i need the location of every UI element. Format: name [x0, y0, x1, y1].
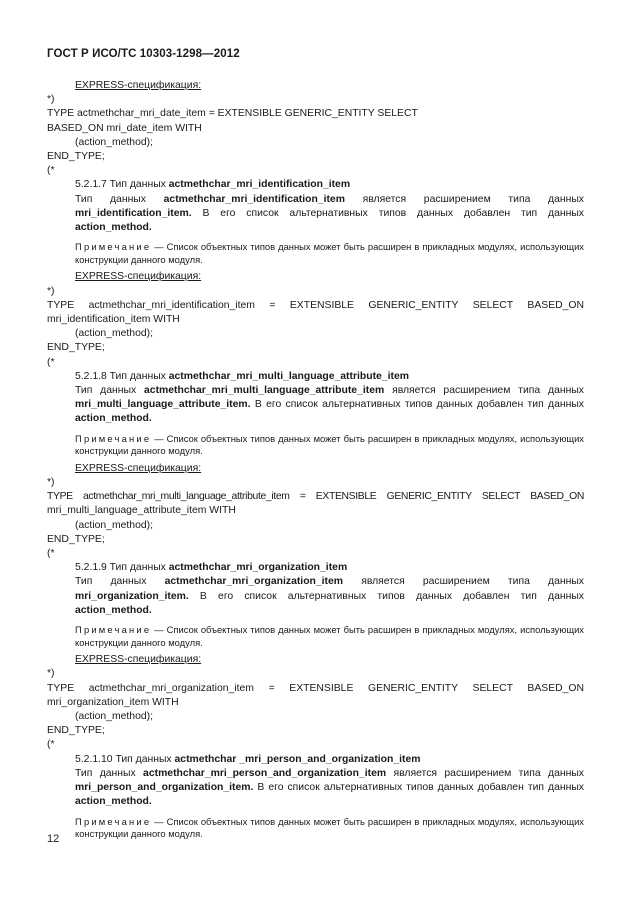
type-line: TYPE actmethchar_mri_organization_item = EXTENSIBLE GENERIC_ENTITY SELECT BASED_ON: [47, 682, 584, 694]
type-line: TYPE actmethchar_mri_date_item = EXTENSIBLE GENERIC_ENTITY SELECT: [47, 108, 418, 120]
comment-close: *): [47, 94, 55, 106]
with-clause: (action_method);: [75, 519, 153, 531]
express-label: EXPRESS-спецификация:: [75, 80, 202, 91]
comment-open: (*: [47, 548, 55, 560]
section-heading: 5.2.1.7 Тип данных actmethchar_mri_identification_item: [75, 179, 351, 191]
with-clause: (action_method);: [75, 328, 153, 340]
end-type: END_TYPE;: [47, 151, 105, 163]
comment-close: *): [47, 477, 55, 489]
type-line: BASED_ON mri_date_item WITH: [47, 122, 202, 134]
comment-open: (*: [47, 739, 55, 751]
end-type: END_TYPE;: [47, 342, 105, 354]
note: Примечание — Список объектных типов данных может быть расширен в прикладных модулях, использующих конструкции данного модуля.: [75, 624, 584, 648]
type-line: TYPE actmethchar_mri_multi_language_attribute_item = EXTENSIBLE GENERIC_ENTITY SELECT BASED_ON: [47, 491, 584, 503]
comment-open: (*: [47, 165, 55, 177]
note: Примечание — Список объектных типов данных может быть расширен в прикладных модулях, использующих конструкции данного модуля.: [75, 815, 584, 840]
section-description: Тип данных actmethchar_mri_identification_item является расширением типа данных mri_identification_item. В его список альтернативных типов данных добавлен тип данных action_method.: [75, 193, 584, 234]
with-clause: (action_method);: [75, 136, 153, 148]
type-line: mri_multi_language_attribute_item WITH: [47, 505, 236, 517]
section-heading: 5.2.1.8 Тип данных actmethchar_mri_multi_language_attribute_item: [75, 370, 409, 382]
section-heading: 5.2.1.10 Тип данных actmethchar _mri_person_and_organization_item: [75, 753, 421, 765]
section-description: Тип данных actmethchar_mri_person_and_organization_item является расширением типа данных mri_person_and_organization_item. В его список альтернативных типов данных добавлен тип данных action_method.: [75, 767, 584, 808]
type-line: mri_organization_item WITH: [47, 696, 179, 708]
end-type: END_TYPE;: [47, 533, 105, 545]
comment-close: *): [47, 668, 55, 680]
note: Примечание — Список объектных типов данных может быть расширен в прикладных модулях, использующих конструкции данного модуля.: [75, 241, 584, 265]
express-label: EXPRESS-спецификация:: [75, 271, 202, 283]
document-header: ГОСТ Р ИСО/ТС 10303-1298—2012: [47, 48, 240, 60]
type-line: mri_identification_item WITH: [47, 314, 180, 326]
with-clause: (action_method);: [75, 711, 153, 723]
section-description: Тип данных actmethchar_mri_multi_language_attribute_item является расширением типа данных mri_multi_language_attribute_item. В его список альтернативных типов данных добавлен тип данных action_method.: [75, 385, 584, 425]
type-line: TYPE actmethchar_mri_identification_item = EXTENSIBLE GENERIC_ENTITY SELECT BASED_ON: [47, 299, 584, 311]
express-label: EXPRESS-спецификация:: [75, 462, 202, 474]
comment-close: *): [47, 285, 55, 297]
note: Примечание — Список объектных типов данных может быть расширен в прикладных модулях, использующих конструкции данного модуля.: [75, 432, 584, 457]
section-description: Тип данных actmethchar_mri_organization_item является расширением типа данных mri_organization_item. В его список альтернативных типов данных добавлен тип данных action_method.: [75, 576, 584, 616]
end-type: END_TYPE;: [47, 725, 105, 737]
section-heading: 5.2.1.9 Тип данных actmethchar_mri_organization_item: [75, 562, 348, 574]
express-label: EXPRESS-спецификация:: [75, 654, 202, 666]
page-number: 12: [47, 833, 60, 845]
comment-open: (*: [47, 356, 55, 368]
page-content: [47, 79, 584, 845]
